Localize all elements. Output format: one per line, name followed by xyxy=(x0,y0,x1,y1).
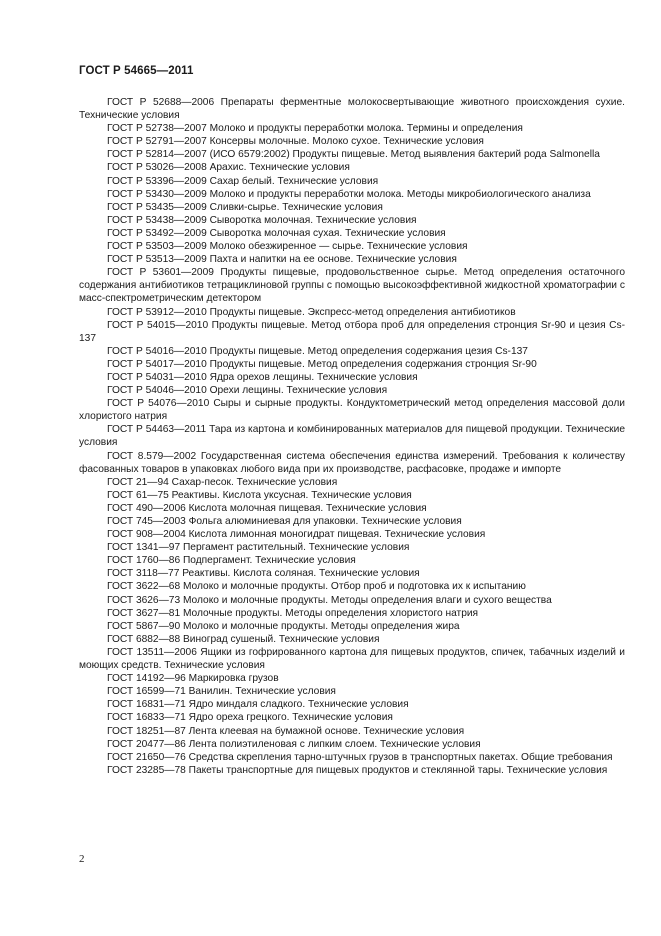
reference-item: ГОСТ Р 52814—2007 (ИСО 6579:2002) Продукты пищевые. Метод выявления бактерий рода Salmonella xyxy=(107,149,600,161)
document-header: ГОСТ Р 54665—2011 xyxy=(79,65,194,77)
reference-item: ГОСТ 745—2003 Фольга алюминиевая для упаковки. Технические условия xyxy=(107,516,462,527)
reference-item: ГОСТ 18251—87 Лента клеевая на бумажной основе. Технические условия xyxy=(107,725,465,737)
reference-item: ГОСТ 13511—2006 Ящики из гофрированного картона для пищевых продуктов, спичек, табачных изделий и моющих средств. Технические условия xyxy=(79,646,625,672)
reference-item: ГОСТ Р 53430—2009 Молоко и продукты переработки молока. Методы микробиологического анализа xyxy=(107,188,591,200)
reference-item: ГОСТ 16831—71 Ядро миндаля сладкого. Технические условия xyxy=(107,699,409,711)
reference-item: ГОСТ 21650—76 Средства скрепления тарно-штучных грузов в транспортных пакетах. Общие требования xyxy=(107,751,613,763)
reference-item: ГОСТ Р 53435—2009 Сливки-сырье. Технические условия xyxy=(107,201,383,213)
reference-item: ГОСТ Р 54031—2010 Ядра орехов лещины. Технические условия xyxy=(107,371,418,383)
reference-item: ГОСТ 6882—88 Виноград сушеный. Технические условия xyxy=(107,633,380,645)
reference-item: ГОСТ Р 54046—2010 Орехи лещины. Технические условия xyxy=(107,385,388,397)
reference-item: ГОСТ Р 52688—2006 Препараты ферментные молокосвертывающие животного происхождения сухие. Технические условия xyxy=(79,97,625,122)
reference-item: ГОСТ 16599—71 Ванилин. Технические условия xyxy=(107,686,336,698)
reference-item: ГОСТ 23285—78 Пакеты транспортные для пищевых продуктов и стеклянной тары. Технические условия xyxy=(107,764,608,776)
reference-item: ГОСТ 61—75 Реактивы. Кислота уксусная. Технические условия xyxy=(107,489,412,501)
normative-references-list xyxy=(79,96,625,777)
reference-item: ГОСТ Р 53438—2009 Сыворотка молочная. Технические условия xyxy=(107,214,417,226)
reference-item: ГОСТ Р 52791—2007 Консервы молочные. Молоко сухое. Технические условия xyxy=(107,136,484,148)
reference-item: ГОСТ Р 53396—2009 Сахар белый. Технические условия xyxy=(107,175,379,187)
reference-item: ГОСТ 3118—77 Реактивы. Кислота соляная. Технические условия xyxy=(107,568,420,580)
reference-item: ГОСТ 20477—86 Лента полиэтиленовая с липким слоем. Технические условия xyxy=(107,738,481,750)
reference-item: ГОСТ 21—94 Сахар-песок. Технические условия xyxy=(107,476,338,488)
reference-item: ГОСТ Р 54076—2010 Сыры и сырные продукты. Кондуктометрический метод определения массовой доли хлористого натрия xyxy=(79,398,625,423)
reference-item: ГОСТ 16833—71 Ядро ореха грецкого. Технические условия xyxy=(107,712,393,724)
reference-item: ГОСТ Р 53513—2009 Пахта и напитки на ее основе. Технические условия xyxy=(107,254,457,266)
reference-item: ГОСТ Р 53026—2008 Арахис. Технические условия xyxy=(107,162,350,174)
reference-item: ГОСТ 1341—97 Пергамент растительный. Технические условия xyxy=(107,542,410,554)
reference-item: ГОСТ Р 52738—2007 Молоко и продукты переработки молока. Термины и определения xyxy=(107,123,523,135)
reference-item: ГОСТ Р 53912—2010 Продукты пищевые. Экспресс-метод определения антибиотиков xyxy=(107,306,516,318)
reference-item: ГОСТ 5867—90 Молоко и молочные продукты. Методы определения жира xyxy=(107,620,460,632)
reference-item: ГОСТ Р 54015—2010 Продукты пищевые. Метод отбора проб для определения стронция Sr-90 и цезия Cs-137 xyxy=(79,319,625,344)
reference-item: ГОСТ 3622—68 Молоко и молочные продукты. Отбор проб и подготовка их к испытанию xyxy=(107,581,526,593)
reference-item: ГОСТ 908—2004 Кислота лимонная моногидрат пищевая. Технические условия xyxy=(107,529,486,541)
reference-item: ГОСТ Р 53601—2009 Продукты пищевые, продовольственное сырье. Метод определения остаточного содержания антибиотиков тетрациклиновой группы с помощью высокоэффективной жидкостной хроматографии с масс-спектрометрическим детектором xyxy=(79,267,625,305)
reference-item: ГОСТ 3626—73 Молоко и молочные продукты. Методы определения влаги и сухого вещества xyxy=(107,594,552,606)
reference-item: ГОСТ Р 54017—2010 Продукты пищевые. Метод определения содержания стронция Sr-90 xyxy=(107,358,537,370)
reference-item: ГОСТ 3627—81 Молочные продукты. Методы определения хлористого натрия xyxy=(107,607,479,619)
reference-item: ГОСТ 8.579—2002 Государственная система обеспечения единства измерений. Требования к количеству фасованных товаров в упаковках любого вида при их производстве, расфасовке, продаже и импорте xyxy=(79,450,625,475)
reference-item: ГОСТ 1760—86 Подпергамент. Технические условия xyxy=(107,555,356,567)
reference-item: ГОСТ Р 53492—2009 Сыворотка молочная сухая. Технические условия xyxy=(107,227,446,239)
reference-item: ГОСТ Р 54016—2010 Продукты пищевые. Метод определения содержания цезия Cs-137 xyxy=(107,345,528,357)
reference-item: ГОСТ 14192—96 Маркировка грузов xyxy=(107,673,279,685)
reference-item: ГОСТ 490—2006 Кислота молочная пищевая. Технические условия xyxy=(107,502,427,514)
reference-item: ГОСТ Р 54463—2011 Тара из картона и комбинированных материалов для пищевой продукции. Технические условия xyxy=(79,424,625,449)
reference-item: ГОСТ Р 53503—2009 Молоко обезжиренное — сырье. Технические условия xyxy=(107,241,468,253)
page-number: 2 xyxy=(79,853,85,865)
